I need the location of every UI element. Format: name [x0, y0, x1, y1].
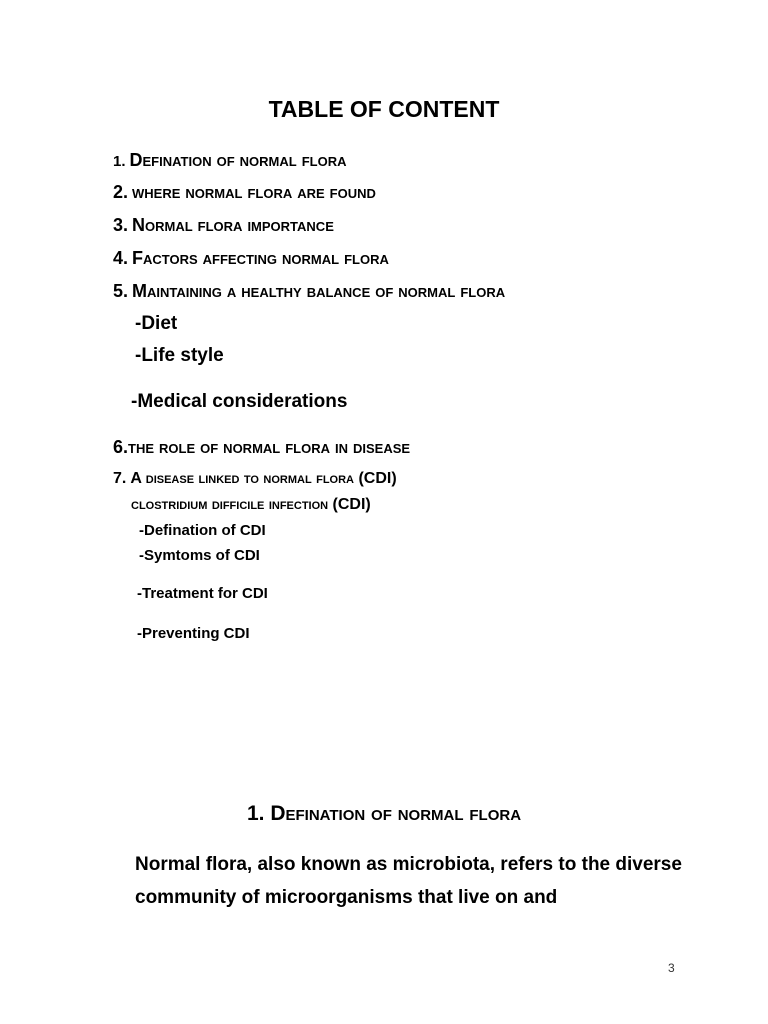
toc-item-label: where normal flora are found [132, 182, 376, 202]
toc-subitem-diet: -Diet [135, 313, 178, 334]
toc-title: TABLE OF CONTENT [268, 96, 500, 122]
toc-subitem-cdi-prevention: -Preventing CDI [137, 625, 250, 642]
section-heading-number: 1. [246, 802, 265, 825]
section-body-text: Normal flora, also known as microbiota, refers to the diverse community of microorganisms that live on and [135, 854, 682, 908]
toc-item-number: 2. [113, 182, 129, 202]
toc-subitem-cdi-treatment: -Treatment for CDI [137, 585, 268, 602]
toc-subitem-life-style: -Life style [135, 345, 224, 366]
toc-item-number: 1. [113, 153, 126, 170]
toc-subitem-cdi-definition: -Defination of CDI [139, 522, 266, 539]
toc-item-2 [113, 182, 376, 203]
toc-item-label: Normal flora importance [132, 215, 334, 235]
toc-item-label: A disease linked to normal flora (CDI) [130, 470, 397, 487]
section-heading [0, 802, 768, 826]
toc-item-1 [113, 150, 346, 171]
toc-subitem-medical: -Medical considerations [131, 391, 348, 412]
toc-subitem-cdi-symptoms: -Symtoms of CDI [139, 547, 260, 564]
toc-item-number: 4. [113, 248, 129, 268]
toc-item-5 [113, 281, 505, 302]
toc-item-7 [113, 470, 397, 488]
toc-item-3 [113, 215, 334, 236]
toc-item-number: 3. [113, 215, 129, 235]
toc-item-7-line2: clostridium difficile infection (CDI) [131, 496, 371, 513]
toc-item-label: Defination of normal flora [129, 150, 347, 170]
toc-item-4 [113, 248, 389, 269]
toc-item-number: 6. [113, 437, 129, 457]
toc-item-6 [113, 437, 410, 458]
section-heading-label: Defination of normal flora [270, 802, 522, 825]
toc-item-label: Factors affecting normal flora [132, 248, 389, 268]
toc-item-number: 5. [113, 281, 129, 301]
toc-item-label: Maintaining a healthy balance of normal flora [132, 281, 506, 301]
toc-item-label: the role of normal flora in disease [128, 437, 411, 457]
toc-item-number: 7. [113, 470, 127, 487]
page-number: 3 [668, 961, 675, 975]
